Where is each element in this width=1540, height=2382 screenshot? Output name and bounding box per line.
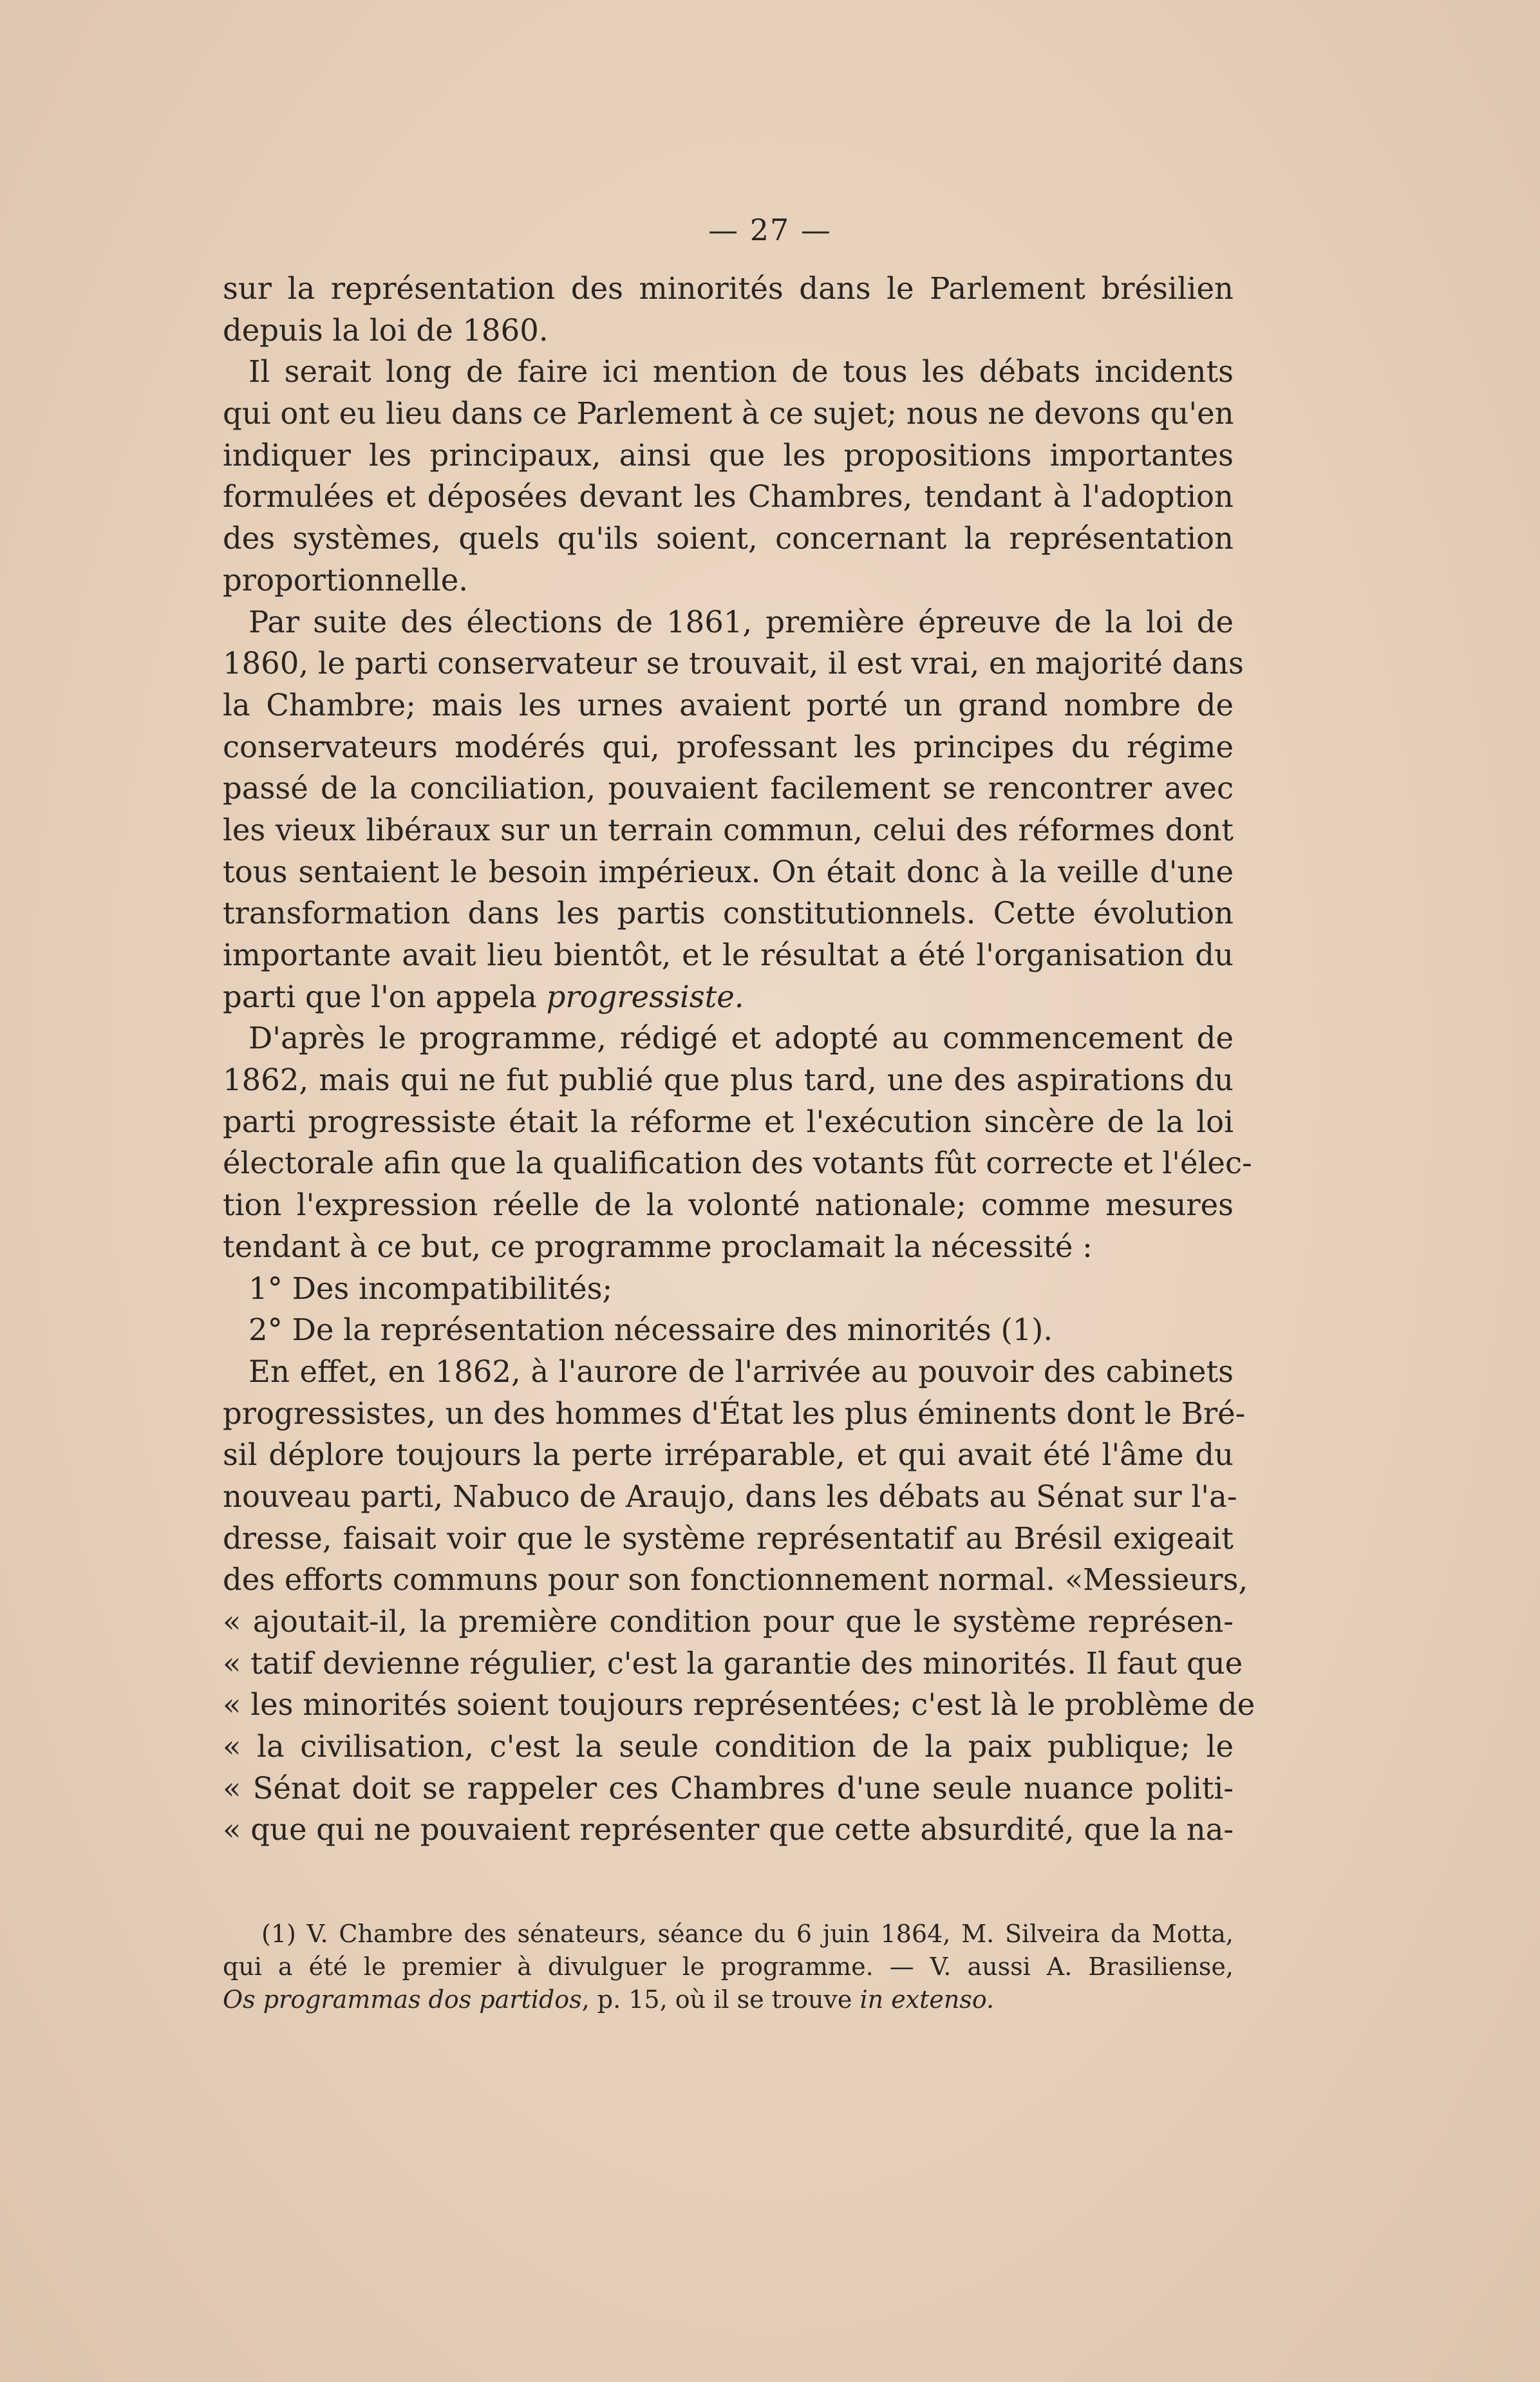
line-text: « ajoutait-il, la première condition pour que le système représen- <box>223 1604 1234 1639</box>
text-line <box>223 1983 1234 2016</box>
text-line <box>223 476 1234 518</box>
text-line <box>223 560 1234 601</box>
italic-text: in extenso. <box>859 1985 995 2014</box>
line-text: transformation dans les partis constitutionnels. Cette évolution <box>223 896 1234 931</box>
line-text: qui a été le premier à divulguer le programme. — V. aussi A. Brasiliense, <box>223 1952 1234 1981</box>
line-text: des systèmes, quels qu'ils soient, concernant la représentation <box>223 521 1234 556</box>
line-text: 1° Des incompatibilités; <box>249 1271 613 1306</box>
line-text: sil déplore toujours la perte irréparable, et qui avait été l'âme du <box>223 1437 1234 1473</box>
text-line <box>223 1643 1243 1685</box>
text-line <box>223 435 1234 477</box>
line-text: « les minorités soient toujours représentées; c'est là le problème de <box>223 1687 1255 1723</box>
text-line <box>223 685 1234 726</box>
line-text: sur la représentation des minorités dans le Parlement brésilien <box>223 271 1234 306</box>
line-text: dresse, faisait voir que le système représentatif au Brésil exigeait <box>223 1520 1234 1556</box>
line-text: nouveau parti, Nabuco de Araujo, dans les débats au Sénat sur l'a- <box>223 1479 1237 1514</box>
line-text: conservateurs modérés qui, professant les principes du régime <box>223 729 1234 764</box>
line-text: Par suite des élections de 1861, première épreuve de la loi de <box>249 604 1234 639</box>
text-line <box>223 1918 1234 1951</box>
footnote <box>223 1918 1234 2016</box>
text-line <box>223 518 1234 560</box>
text-line <box>223 1601 1234 1643</box>
line-text: tendant à ce but, ce programme proclamait la nécessité : <box>223 1229 1093 1264</box>
line-text: importante avait lieu bientôt, et le résultat a été l'organisation du <box>223 938 1234 972</box>
line-text: 1862, mais qui ne fut publié que plus tard, une des aspirations du <box>223 1063 1234 1098</box>
line-text: « que qui ne pouvaient représenter que cette absurdité, que la na- <box>223 1812 1234 1848</box>
text-line <box>223 1184 1234 1226</box>
line-text: progressistes, un des hommes d'État les plus éminents dont le Bré- <box>223 1395 1246 1431</box>
page-number: — 27 — <box>708 213 832 247</box>
text-line <box>223 1101 1234 1143</box>
text-line <box>223 1059 1234 1101</box>
italic-text: Os programmas dos partidos <box>223 1985 582 2014</box>
text-line <box>223 1226 1234 1268</box>
line-text: Il serait long de faire ici mention de tous les débats incidents <box>249 354 1234 390</box>
line-text: En effet, en 1862, à l'aurore de l'arrivée au pouvoir des cabinets <box>249 1354 1234 1389</box>
text-line <box>223 851 1234 893</box>
line-text: les vieux libéraux sur un terrain commun, celui des réformes dont <box>223 812 1234 847</box>
text-line <box>223 1518 1234 1560</box>
line-text: « tatif devienne régulier, c'est la garantie des minorités. Il faut que <box>223 1645 1243 1681</box>
line-text: parti que l'on appela <box>223 979 547 1014</box>
line-text: électorale afin que la qualification des votants fût correcte et l'élec- <box>223 1146 1252 1181</box>
text-line <box>223 976 1234 1018</box>
text-line <box>223 351 1234 393</box>
line-text: D'après le programme, rédigé et adopté au commencement de <box>249 1021 1234 1056</box>
text-line <box>223 726 1234 768</box>
line-text: (1) V. Chambre des sénateurs, séance du 6 juin 1864, M. Silveira da Motta, <box>261 1920 1234 1948</box>
text-line <box>223 1434 1234 1476</box>
main-text <box>223 268 1255 1851</box>
line-text: « Sénat doit se rappeler ces Chambres d'une seule nuance politi- <box>223 1770 1234 1806</box>
text-line <box>223 1559 1248 1601</box>
text-line <box>223 1684 1255 1726</box>
text-line <box>223 1476 1237 1518</box>
italic-text: progressiste. <box>546 979 744 1014</box>
text-line <box>223 1809 1234 1851</box>
line-text: qui ont eu lieu dans ce Parlement à ce sujet; nous ne devons qu'en <box>223 396 1234 431</box>
text-line <box>223 809 1234 851</box>
line-text: proportionnelle. <box>223 562 468 598</box>
text-line <box>223 893 1234 934</box>
line-text: 1860, le parti conservateur se trouvait, il est vrai, en majorité dans <box>223 646 1244 681</box>
line-text: indiquer les principaux, ainsi que les propositions importantes <box>223 437 1234 473</box>
text-line <box>223 1268 1234 1310</box>
text-line <box>223 268 1234 310</box>
line-text: la Chambre; mais les urnes avaient porté un grand nombre de <box>223 687 1234 723</box>
text-line <box>223 1726 1234 1768</box>
text-line <box>223 768 1234 809</box>
text-line <box>223 393 1234 435</box>
text-line <box>223 1017 1234 1059</box>
line-text: parti progressiste était la réforme et l'exécution sincère de la loi <box>223 1104 1234 1139</box>
line-text: depuis la loi de 1860. <box>223 312 549 348</box>
text-line <box>223 601 1234 643</box>
line-text: tous sentaient le besoin impérieux. On était donc à la veille d'une <box>223 854 1234 889</box>
text-line <box>223 1768 1234 1810</box>
text-line <box>223 1142 1252 1184</box>
line-text: 2° De la représentation nécessaire des minorités (1). <box>249 1312 1053 1348</box>
text-line <box>223 1309 1234 1351</box>
text-line <box>223 1351 1234 1393</box>
text-line <box>223 1951 1234 1983</box>
text-line <box>223 934 1234 976</box>
line-text: formulées et déposées devant les Chambres, tendant à l'adoption <box>223 479 1234 515</box>
text-line <box>223 310 1234 352</box>
line-text: des efforts communs pour son fonctionnement normal. «Messieurs, <box>223 1562 1248 1598</box>
text-line <box>223 643 1244 685</box>
line-text-continued: , p. 15, où il se trouve <box>581 1985 860 2014</box>
line-text: tion l'expression réelle de la volonté nationale; comme mesures <box>223 1187 1234 1223</box>
text-line <box>223 1393 1246 1435</box>
line-text: passé de la conciliation, pouvaient facilement se rencontrer avec <box>223 771 1234 806</box>
line-text: « la civilisation, c'est la seule condition de la paix publique; le <box>223 1729 1234 1764</box>
